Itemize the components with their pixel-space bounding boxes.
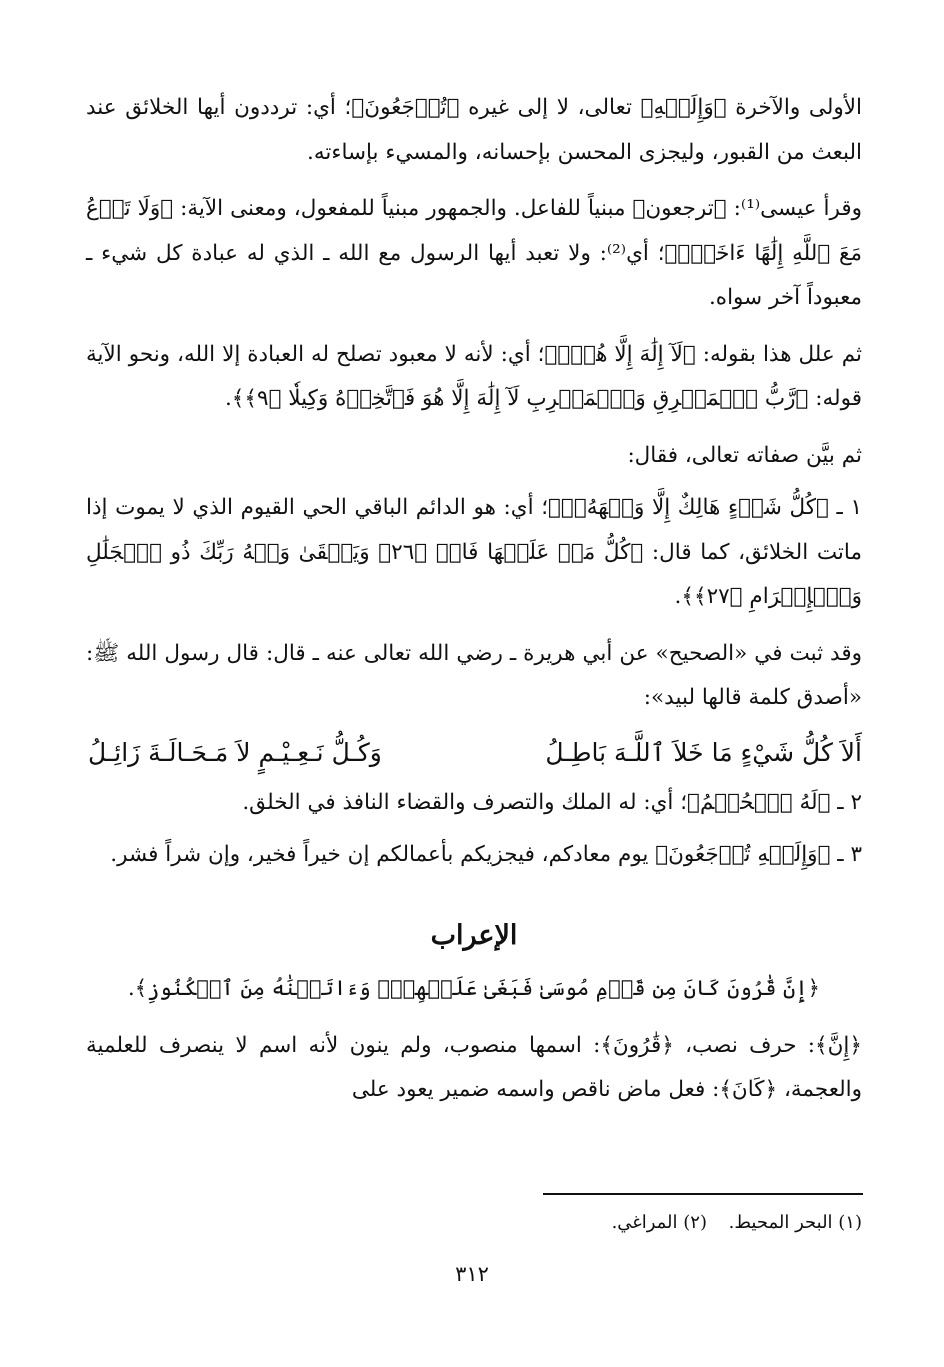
page-body [86, 86, 862, 1125]
poem-verse [86, 729, 862, 777]
paragraph: الأولى والآخرة ﴿وَإِلَيۡهِ﴾ تعالى، لا إلى غيره ﴿تُرۡجَعُونَ﴾؛ أي: ترددون أيها الخلائق عند البعث من القبور، وليجزى المحسن بإحسانه، والمسيء بإساءته. [86, 95, 862, 165]
poem-hemistich-second: وَكُـلُّ نَـعِـيْـمٍ لاَ مَـحَـالَـةَ زَائِـلُ [88, 737, 382, 767]
paragraph: ٢ ـ ﴿لَهُ ٱلۡحُكۡمُ﴾؛ أي: له الملك والتصرف والقضاء النافذ في الخلق. [242, 789, 862, 815]
paragraph: ﴿إِنَّ﴾: حرف نصب، ﴿قَٰرُونَ﴾: اسمها منصوب، ولم ينون لأنه اسم لا ينصرف للعلمية والعجمة، ﴿كَانَ﴾: فعل ماض ناقص واسمه ضمير يعود على [86, 1032, 862, 1102]
footnote-2: (٢) المراغي. [611, 1212, 707, 1233]
paragraph: ثم علل هذا بقوله: ﴿لَآ إِلَٰهَ إِلَّا هُوَۚ﴾؛ أي: لأنه لا معبود تصلح له العبادة إلا الله، ونحو الآية قوله: ﴿رَّبُّ ٱلۡمَشۡرِقِ وَٱلۡمَغۡرِبِ لَآ إِلَٰهَ إِلَّا هُوَ فَٱتَّخِذۡهُ وَكِيلٗا ﴿٩﴾﴾. [86, 341, 862, 411]
footnotes [86, 1208, 862, 1238]
footnote-1: (١) البحر المحيط. [728, 1212, 862, 1233]
paragraph: ٣ ـ ﴿وَإِلَيۡهِ تُرۡجَعُونَ﴾ يوم معادكم، فيجزيكم بأعمالكم إن خيراً فخير، وإن شراً فشر. [110, 842, 862, 867]
footnote-separator [543, 1193, 863, 1195]
poem-hemistich-first: أَلاَ كُلُّ شَيْءٍ مَا خَلاَ ٱللَّـهَ بَاطِـلُ [545, 737, 862, 767]
paragraph: ١ ـ ﴿كُلُّ شَيۡءٍ هَالِكٌ إِلَّا وَجۡهَهُۥۚ﴾؛ أي: هو الدائم الباقي الحي القيوم الذي لا يموت إذا ماتت الخلائق، كما قال: ﴿كُلُّ مَنۡ عَلَيۡهَا فَانٖ ﴿٢٦﴾ وَيَبۡقَىٰ وَجۡهُ رَبِّكَ ذُو ٱلۡجَلَٰلِ وَٱلۡإِكۡرَامِ ﴿٢٧﴾﴾. [86, 495, 862, 609]
paragraph: وقرأ عيسى⁽¹⁾: ﴿ترجعون﴾ مبنياً للفاعل. والجمهور مبنياً للمفعول، ومعنى الآية: ﴿وَلَا تَدۡعُ مَعَ ٱللَّهِ إِلَٰهًا ءَاخَرَۘ﴾؛ أي⁽²⁾: ولا تعبد أيها الرسول مع الله ـ الذي له عبادة كل شيء ـ معبوداً آخر سواه. [86, 196, 863, 310]
page-number: ٣١٢ [455, 1262, 489, 1286]
paragraph: وقد ثبت في «الصحيح» عن أبي هريرة ـ رضي الله تعالى عنه ـ قال: قال رسول الله ﷺ: «أصدق كلمة قالها لبيد»: [86, 640, 862, 710]
paragraph: ثم بيَّن صفاته تعالى، فقال: [627, 442, 862, 468]
section-heading: الإعراب [430, 919, 518, 951]
quran-verse: ﴿إِنَّ قَٰرُونَ كَانَ مِن قَوۡمِ مُوسَىٰ فَبَغَىٰ عَلَيۡهِمۡۖ وَءَاتَيۡنَٰهُ مِنَ ٱلۡكُنُوزِ﴾. [128, 975, 820, 1000]
